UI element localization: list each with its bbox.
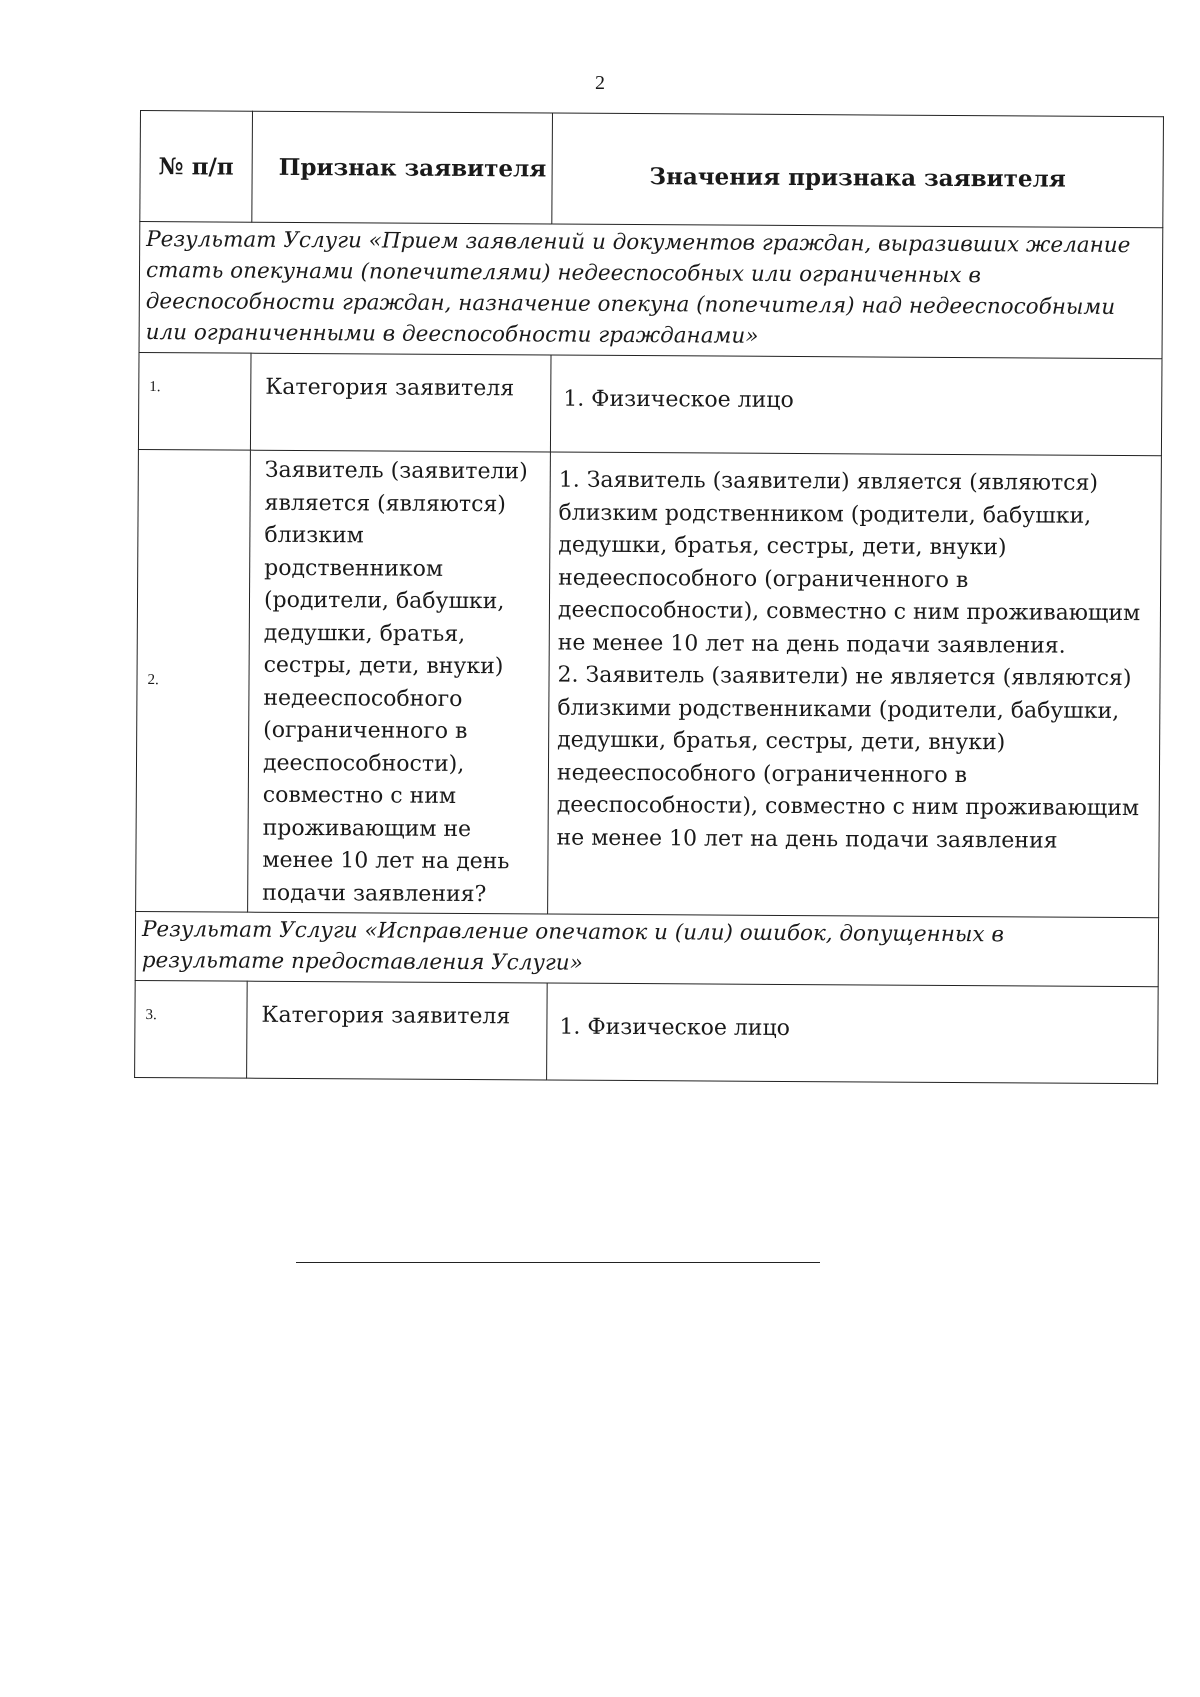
sign-value: 1. Физическое лицо bbox=[559, 1014, 790, 1041]
row-number: 3. bbox=[135, 980, 248, 1078]
section-title: Результат Услуги «Исправление опечаток и (или) ошибок, допущенных в результате предоставления Услуги» bbox=[135, 911, 1158, 986]
section-title: Результат Услуги «Прием заявлений и документов граждан, выразивших желание стать опекунами (попечителями) недееспособных или ограниченных в дееспособности граждан, назначение опекуна (попечителя) над недееспособными или ограниченными в дееспособности гражданами» bbox=[139, 222, 1163, 359]
header-applicant-sign: Признак заявителя bbox=[252, 111, 553, 224]
sign-value: 2. Заявитель (заявители) не является (являются) близкими родственниками (родители, бабушки, дедушки, братья, сестры, дети, внуки) недееспособного (ограниченного в дееспособности), совместно с ним проживающим не менее 10 лет на день подачи заявления bbox=[556, 662, 1140, 854]
header-sign-values: Значения признака заявителя bbox=[552, 113, 1164, 228]
applicant-criteria-table bbox=[134, 110, 1164, 1084]
page-number: 2 bbox=[595, 72, 605, 94]
table-row bbox=[135, 980, 1159, 1083]
sign-value: 1. Заявитель (заявители) является (являются) близким родственником (родители, бабушки, дедушки, братья, сестры, дети, внуки) недееспособного (ограниченного в дееспособности), совместно с ним проживающим не менее 10 лет на день подачи заявления. bbox=[557, 467, 1141, 659]
row-sign-values bbox=[547, 983, 1159, 1084]
table-header-row bbox=[140, 111, 1164, 228]
section-row-guardianship bbox=[139, 222, 1163, 359]
row-sign-values bbox=[548, 452, 1162, 918]
row-number: 1. bbox=[138, 352, 251, 450]
row-applicant-sign: Категория заявителя bbox=[250, 353, 551, 452]
section-row-corrections bbox=[135, 911, 1158, 986]
table-row bbox=[136, 449, 1162, 917]
table-row bbox=[138, 352, 1162, 455]
row-applicant-sign: Категория заявителя bbox=[247, 981, 548, 1080]
header-number: № п/п bbox=[140, 111, 253, 223]
row-number: 2. bbox=[136, 449, 251, 912]
closing-divider-line bbox=[296, 1262, 820, 1263]
row-sign-values bbox=[550, 355, 1162, 456]
sign-value: 1. Физическое лицо bbox=[563, 386, 794, 413]
row-applicant-sign: Заявитель (заявители) является (являются) близким родственником (родители, бабушки, дедушки, братья, сестры, дети, внуки) недееспособного (ограниченного в дееспособности), совместно с ним проживающим не менее 10 лет на день подачи заявления? bbox=[248, 450, 551, 914]
